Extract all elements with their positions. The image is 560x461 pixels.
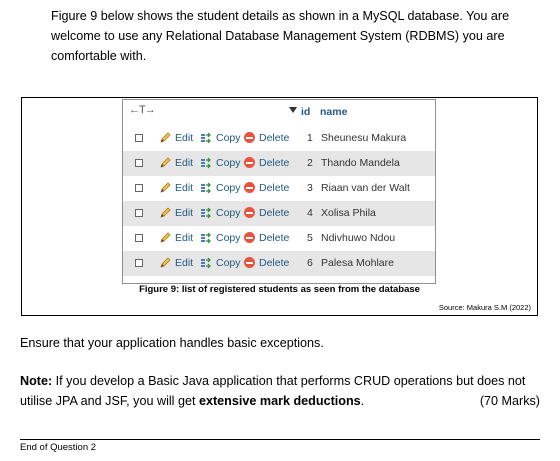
row-checkbox[interactable] [135, 134, 143, 142]
cell-id: 6 [307, 257, 313, 269]
pencil-icon[interactable] [159, 132, 171, 144]
row-checkbox[interactable] [135, 159, 143, 167]
row-checkbox[interactable] [135, 184, 143, 192]
cell-id: 2 [307, 157, 313, 169]
row-checkbox[interactable] [135, 234, 143, 242]
note-label: Note: [20, 374, 53, 388]
pencil-icon[interactable] [159, 182, 171, 194]
table-row [123, 251, 435, 276]
copy-link[interactable]: Copy [216, 157, 241, 169]
marks-label: (70 Marks) [479, 394, 540, 408]
delete-link[interactable]: Delete [259, 132, 290, 144]
delete-icon[interactable] [244, 207, 255, 218]
end-of-question: End of Question 2 [20, 442, 97, 453]
column-header-id[interactable]: id [301, 106, 311, 118]
sort-desc-icon[interactable] [289, 107, 297, 113]
copy-link[interactable]: Copy [216, 257, 241, 269]
edit-link[interactable]: Edit [175, 132, 194, 144]
delete-icon[interactable] [244, 157, 255, 168]
delete-icon[interactable] [244, 132, 255, 143]
table-row [123, 201, 435, 226]
copy-link[interactable]: Copy [216, 132, 241, 144]
edit-link[interactable]: Edit [175, 207, 194, 219]
cell-name: Thando Mandela [321, 157, 400, 169]
figure-source: Source: Makura S.M (2022) [438, 303, 531, 312]
delete-icon[interactable] [244, 257, 255, 268]
delete-link[interactable]: Delete [259, 182, 290, 194]
row-checkbox[interactable] [135, 259, 143, 267]
delete-link[interactable]: Delete [259, 207, 290, 219]
column-resize-arrows[interactable]: ←T→ [129, 104, 155, 116]
delete-icon[interactable] [244, 232, 255, 243]
table-row [123, 176, 435, 201]
pencil-icon[interactable] [159, 232, 171, 244]
cell-name: Ndivhuwo Ndou [321, 232, 396, 244]
table-row [123, 126, 435, 151]
row-checkbox[interactable] [135, 209, 143, 217]
delete-link[interactable]: Delete [259, 157, 290, 169]
edit-link[interactable]: Edit [175, 232, 194, 244]
edit-link[interactable]: Edit [175, 257, 194, 269]
cell-name: Sheunesu Makura [321, 132, 407, 144]
cell-id: 5 [307, 232, 313, 244]
footer-divider [20, 439, 540, 440]
cell-name: Riaan van der Walt [321, 182, 410, 194]
cell-id: 3 [307, 182, 313, 194]
copy-icon[interactable] [200, 132, 212, 144]
copy-link[interactable]: Copy [216, 232, 241, 244]
table-header [123, 100, 435, 127]
edit-link[interactable]: Edit [175, 157, 194, 169]
table-row [123, 226, 435, 251]
exceptions-paragraph: Ensure that your application handles basic exceptions. [20, 336, 324, 350]
note-bold-text: extensive mark deductions [198, 394, 361, 408]
edit-link[interactable]: Edit [175, 182, 194, 194]
delete-link[interactable]: Delete [259, 232, 290, 244]
figure-caption: Figure 9: list of registered students as seen from the database [139, 284, 420, 295]
note-text: If you develop a Basic Java application that performs CRUD operations but does not utilise JPA and JSF, you will get [20, 374, 526, 408]
copy-icon[interactable] [200, 207, 212, 219]
copy-icon[interactable] [200, 157, 212, 169]
student-table [122, 99, 436, 284]
copy-link[interactable]: Copy [216, 182, 241, 194]
cell-name: Palesa Mohlare [321, 257, 394, 269]
note-paragraph [20, 371, 540, 411]
table-row [123, 151, 435, 176]
intro-paragraph: Figure 9 below shows the student details as shown in a MySQL database. You are welcome to use any Relational Database Management System (RDBMS) you are comfortable with. [51, 9, 510, 63]
cell-id: 4 [307, 207, 313, 219]
pencil-icon[interactable] [159, 257, 171, 269]
delete-icon[interactable] [244, 182, 255, 193]
cell-id: 1 [307, 132, 313, 144]
copy-icon[interactable] [200, 182, 212, 194]
delete-link[interactable]: Delete [259, 257, 290, 269]
cell-name: Xolisa Phila [321, 207, 376, 219]
copy-link[interactable]: Copy [216, 207, 241, 219]
copy-icon[interactable] [200, 257, 212, 269]
pencil-icon[interactable] [159, 157, 171, 169]
column-header-name[interactable]: name [320, 106, 348, 118]
note-text-end: . [360, 394, 365, 408]
pencil-icon[interactable] [159, 207, 171, 219]
copy-icon[interactable] [200, 232, 212, 244]
figure-box [21, 97, 538, 316]
